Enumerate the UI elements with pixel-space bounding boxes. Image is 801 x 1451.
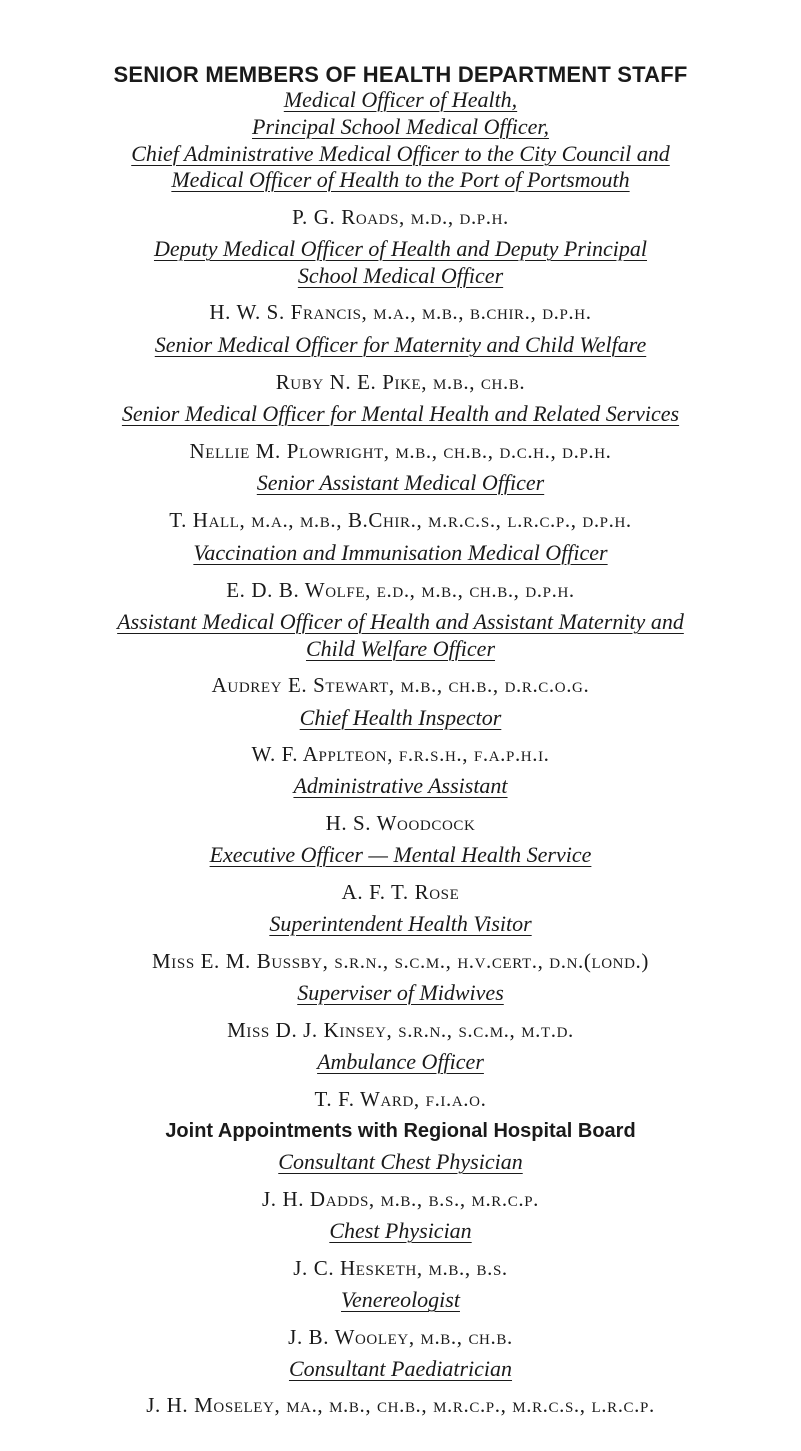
role-title: Administrative Assistant [293,773,508,798]
role-title: Senior Medical Officer for Mental Health and Related Services [121,401,680,426]
role-title: Executive Officer — Mental Health Service [209,842,592,867]
role-title: Superviser of Midwives [297,980,504,1005]
role-title: Consultant Paediatrician [288,1356,513,1381]
role-title: Senior Medical Officer for Maternity and Child Welfare [154,332,647,357]
role-title: Deputy Medical Officer of Health and Deputy Principal [153,236,648,261]
role-title: Vaccination and Immunisation Medical Officer [193,540,608,565]
role-title: Medical Officer of Health, [283,87,518,112]
role-title: Senior Assistant Medical Officer [256,470,545,495]
staff-name: H. W. S. Francis, m.a., m.b., b.chir., d.p.h. [209,300,592,324]
staff-name: Ruby N. E. Pike, m.b., ch.b. [275,370,526,394]
role-title: Assistant Medical Officer of Health and Assistant Maternity and [117,609,684,634]
role-title: Child Welfare Officer [305,636,496,661]
staff-name: T. Hall, m.a., m.b., B.Chir., m.r.c.s., l.r.c.p., d.p.h. [169,508,632,532]
role-title: Chief Administrative Medical Officer to the City Council and [131,141,670,166]
role-title: Chest Physician [329,1218,472,1243]
staff-name: W. F. Applteon, f.r.s.h., f.a.p.h.i. [251,742,550,766]
role-title: Superintendent Health Visitor [269,911,532,936]
staff-name: J. H. Dadds, m.b., b.s., m.r.c.p. [261,1187,540,1211]
role-title: Venereologist [341,1287,460,1312]
staff-name: A. F. T. Rose [341,880,460,904]
section-heading: Joint Appointments with Regional Hospital Board [165,1120,636,1142]
role-title: Chief Health Inspector [299,705,502,730]
staff-name: J. C. Hesketh, m.b., b.s. [293,1256,508,1280]
role-title: Consultant Chest Physician [278,1149,523,1174]
staff-name: Miss D. J. Kinsey, s.r.n., s.c.m., m.t.d. [227,1018,574,1042]
page-heading: SENIOR MEMBERS OF HEALTH DEPARTMENT STAFF [113,62,688,87]
staff-name: T. F. Ward, f.i.a.o. [314,1087,487,1111]
staff-name: J. B. Wooley, m.b., ch.b. [288,1325,513,1349]
staff-name: Miss E. M. Bussby, s.r.n., s.c.m., h.v.cert., d.n.(lond.) [152,949,649,973]
role-title: Ambulance Officer [317,1049,484,1074]
role-title: School Medical Officer [297,263,504,288]
staff-name: P. G. Roads, m.d., d.p.h. [292,205,509,229]
role-title: Medical Officer of Health to the Port of Portsmouth [171,167,630,192]
staff-name: Nellie M. Plowright, m.b., ch.b., d.c.h., d.p.h. [189,439,612,463]
staff-name: J. H. Moseley, ma., m.b., ch.b., m.r.c.p., m.r.c.s., l.r.c.p. [146,1393,655,1417]
staff-name: Audrey E. Stewart, m.b., ch.b., d.r.c.o.g. [211,673,590,697]
staff-name: E. D. B. Wolfe, e.d., m.b., ch.b., d.p.h. [226,578,575,602]
role-title: Principal School Medical Officer, [252,114,549,139]
staff-name: H. S. Woodcock [325,811,476,835]
